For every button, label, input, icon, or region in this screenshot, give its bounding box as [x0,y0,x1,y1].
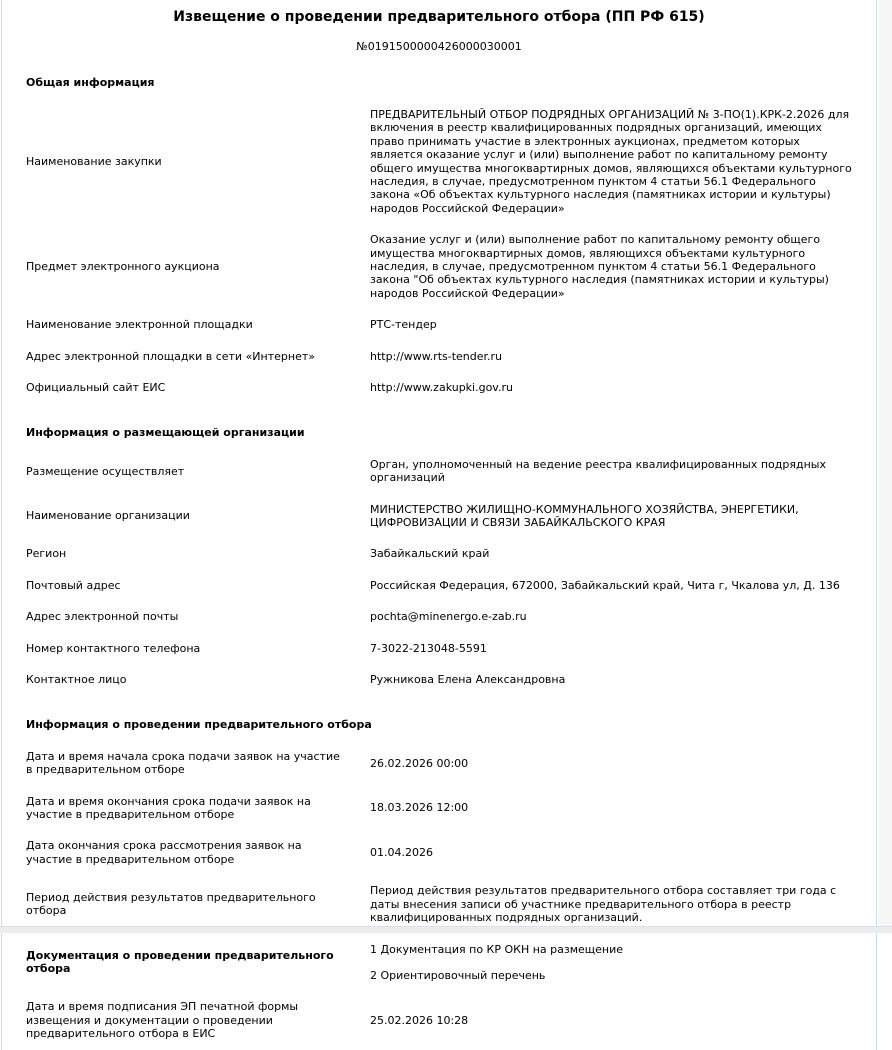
postal-address-label: Почтовый адрес [26,578,121,592]
section-header-general-info: Общая информация [26,76,155,90]
signing-datetime-label: Дата и время подписания ЭП печатной формы извещения и документации о проведении предварительного отбора в ЕИС [26,1000,299,1041]
documentation-item-1: 1 Документация по КР ОКН на размещение [370,942,624,956]
platform-name-value: РТС-тендер [370,318,437,332]
page-title: Извещение о проведении предварительного отбора (ПП РФ 615) [173,9,705,25]
row-documentation [2,934,876,992]
documentation-value [370,943,854,983]
contact-person-value: Ружникова Елена Александровна [370,673,566,687]
row-phone [2,633,876,664]
region-label: Регион [26,547,67,561]
placement-by-label: Размещение осуществляет [26,464,185,478]
row-purchase-name [2,99,876,224]
purchase-name-value: ПРЕДВАРИТЕЛЬНЫЙ ОТБОР ПОДРЯДНЫХ ОРГАНИЗАЦИЙ № 3-ПО(1).КРК-2.2026 для включения в реестр квалифицированных подрядных организаций, имеющих право принимать участие в электронных аукционах, предметом которых является оказание услуг и (или) выполнение работ по капитальному ремонту общего имущества многоквартирных домов, являющихся объектами культурного наследия, в случае, предусмотренном пунктом 4 статьи 56.1 Федерального закона «Об объектах культурного наследия (памятниках истории и культуры) народов Российской Федерации» [370,107,852,215]
organization-name-label: Наименование организации [26,509,190,523]
row-applications-start [2,741,876,786]
contact-person-label: Контактное лицо [26,673,127,687]
eis-site-label: Официальный сайт ЕИС [26,380,166,394]
signing-datetime-value: 25.02.2026 10:28 [370,1013,469,1027]
review-end-date-value: 01.04.2026 [370,846,433,860]
applications-end-label: Дата и время окончания срока подачи заявок на участие в предварительном отборе [26,794,311,822]
purchase-name-label: Наименование закупки [26,154,162,168]
organization-name-value: МИНИСТЕРСТВО ЖИЛИЩНО-КОММУНАЛЬНОГО ХОЗЯЙСТВА, ЭНЕРГЕТИКИ, ЦИФРОВИЗАЦИИ И СВЯЗИ ЗАБАЙКАЛЬСКОГО КРАЯ [370,502,799,530]
platform-url-label: Адрес электронной площадки в сети «Интернет» [26,349,315,363]
review-end-date-label: Дата окончания срока рассмотрения заявок на участие в предварительном отборе [26,839,302,866]
row-auction-subject [2,224,876,309]
phone-label: Номер контактного телефона [26,641,201,655]
row-signing-datetime [2,991,876,1049]
notice-document [1,0,877,1050]
row-platform-name [2,309,876,340]
row-organization-name [2,494,876,539]
row-eis-site [2,372,876,403]
platform-name-label: Наименование электронной площадки [26,318,253,332]
postal-address-value: Российская Федерация, 672000, Забайкальский край, Чита г, Чкалова ул, Д. 136 [370,578,840,592]
auction-subject-label: Предмет электронного аукциона [26,259,220,273]
email-label: Адрес электронной почты [26,610,179,624]
row-contact-person [2,664,876,695]
region-value: Забайкальский край [370,547,490,561]
vertical-scrollbar-track[interactable] [878,0,892,933]
row-postal-address [2,570,876,601]
row-platform-url [2,341,876,372]
auction-subject-value: Оказание услуг и (или) выполнение работ по капитальному ремонту общего имущества многоквартирных домов, являющихся объектами культурного наследия, в случае, предусмотренном пунктом 4 статьи 56.1 Федерального закона "Об объектах культурного наследия (памятниках истории и культуры) народов Российской Федерации» [370,233,829,300]
row-region [2,538,876,569]
phone-value: 7-3022-213048-5591 [370,641,487,655]
notice-number: №0191500000426000030001 [356,40,522,54]
documentation-label: Документация о проведении предварительного отбора [26,949,334,976]
results-validity-value: Период действия результатов предварительного отбора составляет три года с даты внесения записи об участнике предварительного отбора в реестр квалифицированных подрядных организаций. [370,884,837,925]
platform-url-value: http://www.rts-tender.ru [370,349,503,363]
horizontal-scrollbar-track[interactable] [0,926,892,933]
row-review-end-date [2,830,876,875]
applications-end-value: 18.03.2026 12:00 [370,801,469,815]
row-placement-by [2,449,876,494]
section-header-selection-info: Информация о проведении предварительного отбора [26,718,372,732]
documentation-item-2: 2 Ориентировочный перечень [370,968,546,982]
row-email [2,601,876,632]
applications-start-value: 26.02.2026 00:00 [370,756,469,770]
eis-site-value: http://www.zakupki.gov.ru [370,380,513,394]
applications-start-label: Дата и время начала срока подачи заявок на участие в предварительном отборе [26,749,340,777]
results-validity-label: Период действия результатов предварительного отбора [26,891,316,918]
placement-by-value: Орган, уполномоченный на ведение реестра квалифицированных подрядных организаций [370,457,826,485]
row-applications-end [2,786,876,831]
section-header-organization-info: Информация о размещающей организации [26,426,305,440]
email-value: pochta@minenergo.e-zab.ru [370,610,527,624]
row-results-validity [2,875,876,933]
